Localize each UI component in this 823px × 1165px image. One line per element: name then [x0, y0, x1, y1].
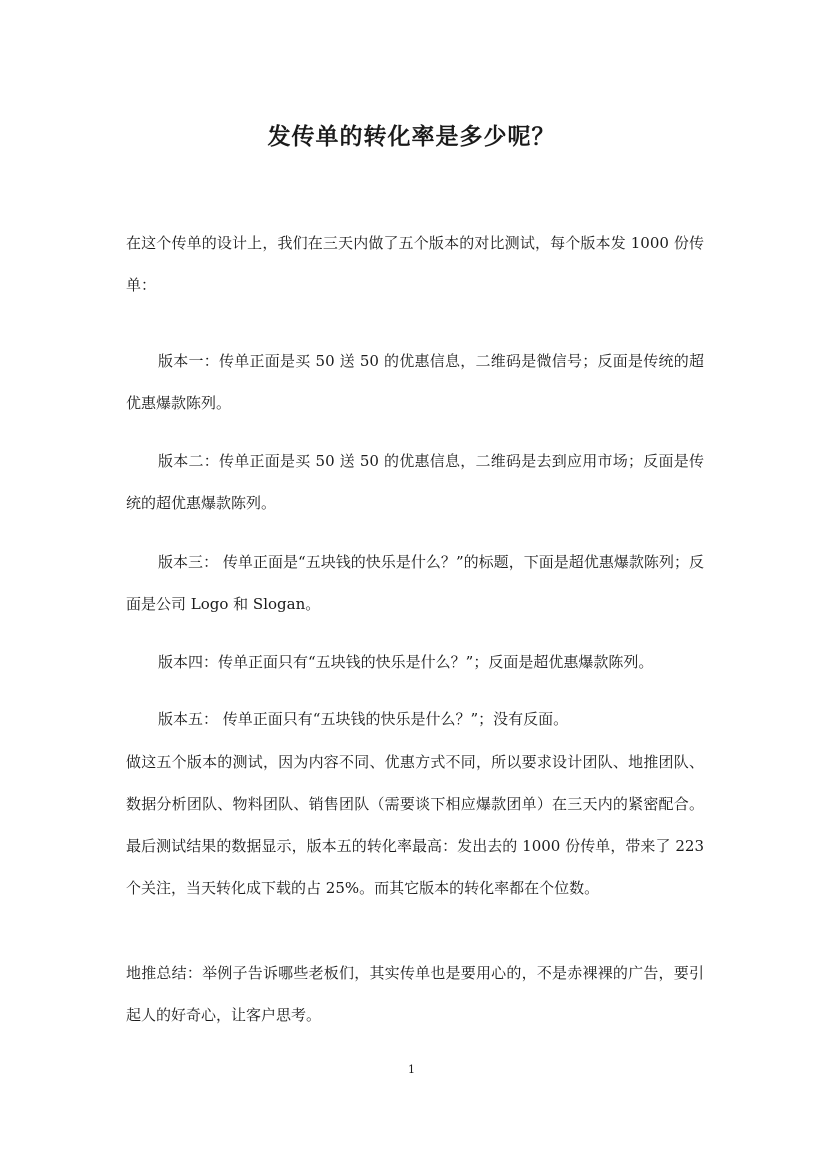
paragraph-version-1: 版本一：传单正面是买 50 送 50 的优惠信息，二维码是微信号；反面是传统的超优惠爆款陈列。	[126, 352, 704, 412]
paragraph-version-5: 版本五： 传单正面只有“五块钱的快乐是什么？”；没有反面。	[158, 710, 569, 728]
paragraph-version-2: 版本二：传单正面是买 50 送 50 的优惠信息，二维码是去到应用市场；反面是传统的超优惠爆款陈列。	[126, 452, 704, 512]
paragraph-version-3: 版本三： 传单正面是“五块钱的快乐是什么？”的标题，下面是超优惠爆款陈列；反面是公司 Logo 和 Slogan。	[126, 553, 704, 613]
paragraph-intro: 在这个传单的设计上，我们在三天内做了五个版本的对比测试，每个版本发 1000 份传单：	[126, 234, 704, 294]
paragraph-test-result: 做这五个版本的测试，因为内容不同、优惠方式不同，所以要求设计团队、地推团队、数据分析团队、物料团队、销售团队（需要谈下相应爆款团单）在三天内的紧密配合。最后测试结果的数据显示，版本五的转化率最高：发出去的 1000 份传单，带来了 223 个关注，当天转化成下载的占 25%。而其它版本的转化率都在个位数。	[126, 753, 704, 897]
document-title: 发传单的转化率是多少呢？	[267, 123, 556, 150]
page-number: 1	[408, 1063, 415, 1076]
paragraph-summary: 地推总结：举例子告诉哪些老板们，其实传单也是要用心的，不是赤裸裸的广告，要引起人的好奇心，让客户思考。	[126, 964, 704, 1024]
paragraph-version-4: 版本四：传单正面只有“五块钱的快乐是什么？”；反面是超优惠爆款陈列。	[158, 653, 654, 671]
